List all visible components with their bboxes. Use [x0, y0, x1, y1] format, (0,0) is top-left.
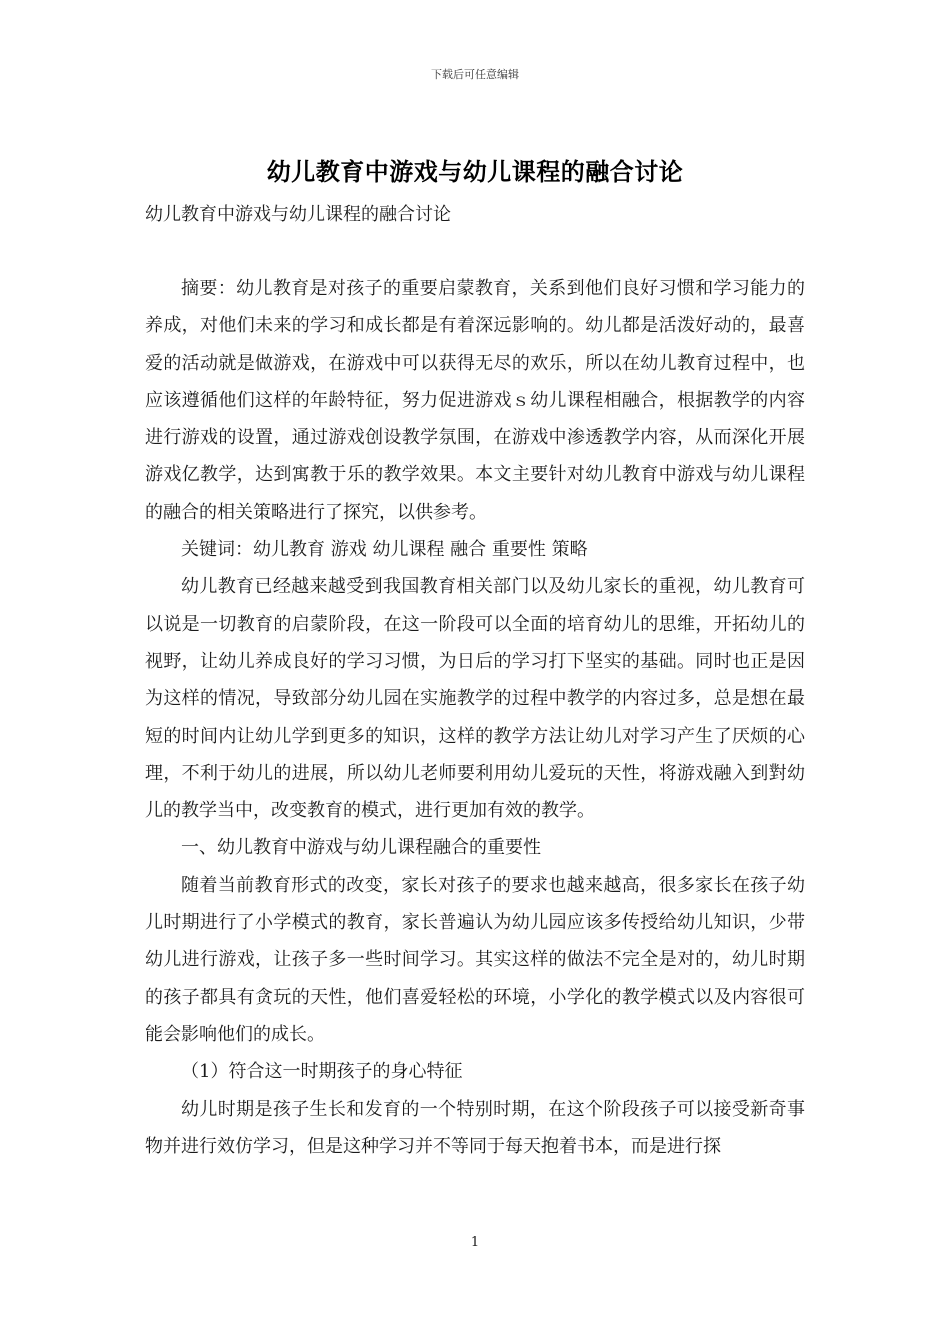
keywords-paragraph: 关键词：幼儿教育 游戏 幼儿课程 融合 重要性 策略	[181, 539, 588, 561]
body-paragraph: 幼儿时期是孩子生长和发育的一个特别时期，在这个阶段孩子可以接受新奇事物并进行效仿学习，但是这种学习并不等同于每天抱着书本，而是进行探	[145, 1098, 805, 1157]
subsection-heading: （1）符合这一时期孩子的身心特征	[181, 1061, 463, 1083]
page-number: 1	[470, 1235, 480, 1250]
intro-paragraph: 幼儿教育已经越来越受到我国教育相关部门以及幼儿家长的重视，幼儿教育可以说是一切教育的启蒙阶段，在这一阶段可以全面的培育幼儿的思维，开拓幼儿的视野，让幼儿养成良好的学习习惯，为日后的学习打下坚实的基础。同时也正是因为这样的情况，导致部分幼儿园在实施教学的过程中教学的内容过多，总是想在最短的时间内让幼儿学到更多的知识，这样的教学方法让幼儿对学习产生了厌烦的心理，不利于幼儿的进展，所以幼儿老师要利用幼儿爱玩的天性，将游戏融入到對幼儿的教学当中，改变教育的模式，进行更加有效的教学。	[145, 576, 805, 822]
document-title: 幼儿教育中游戏与幼儿课程的融合讨论	[266, 157, 684, 186]
section-heading: 一、幼儿教育中游戏与幼儿课程融合的重要性	[181, 837, 541, 859]
document-subtitle: 幼儿教育中游戏与幼儿课程的融合讨论	[145, 204, 451, 225]
document-body	[145, 270, 805, 1165]
body-paragraph: 随着当前教育形式的改变，家长对孩子的要求也越来越高，很多家长在孩子幼儿时期进行了小学模式的教育，家长普遍认为幼儿园应该多传授给幼儿知识，少带幼儿进行游戏，让孩子多一些时间学习。其实这样的做法不完全是对的，幼儿时期的孩子都具有贪玩的天性，他们喜爱轻松的环境，小学化的教学模式以及内容很可能会影响他们的成长。	[145, 874, 805, 1045]
page-header-note: 下载后可任意编辑	[431, 68, 519, 81]
abstract-paragraph: 摘要：幼儿教育是对孩子的重要启蒙教育，关系到他们良好习惯和学习能力的养成，对他们未来的学习和成长都是有着深远影响的。幼儿都是活泼好动的，最喜爱的活动就是做游戏，在游戏中可以获得无尽的欢乐，所以在幼儿教育过程中，也应该遵循他们这样的年龄特征，努力促进游戏ｓ幼儿课程相融合，根据教学的内容进行游戏的设置，通过游戏创设教学氛围，在游戏中渗透教学内容，从而深化开展游戏亿教学，达到寓教于乐的教学效果。本文主要针对幼儿教育中游戏与幼儿课程的融合的相关策略进行了探究，以供参考。	[145, 278, 805, 523]
